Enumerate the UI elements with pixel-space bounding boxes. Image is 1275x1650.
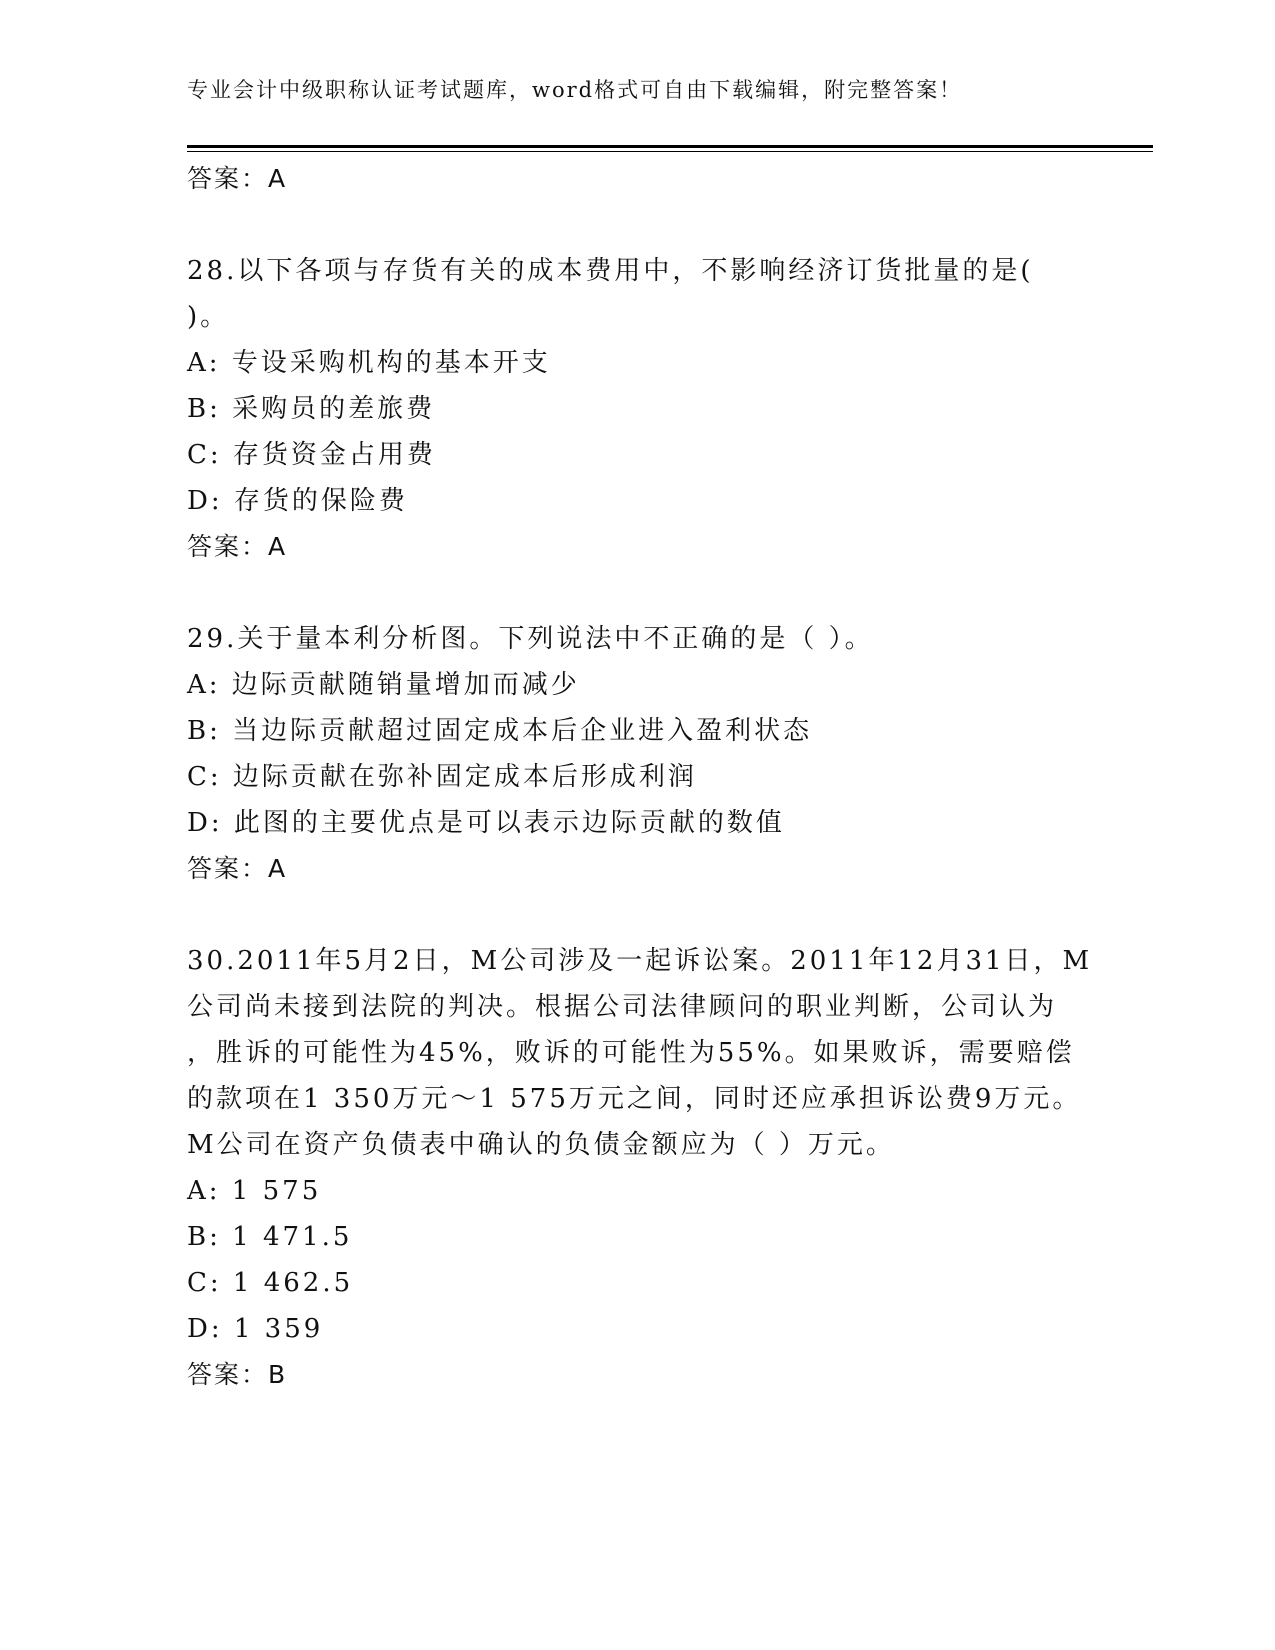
answer-line: 答案：A xyxy=(187,532,288,561)
header-rule-thin xyxy=(187,151,1153,152)
option-c: C: 边际贡献在弥补固定成本后形成利润 xyxy=(187,762,697,792)
question-stem-line: )。 xyxy=(187,302,230,332)
question-stem-line: 的款项在1 350万元～1 575万元之间，同时还应承担诉讼费9万元。 xyxy=(187,1084,1082,1114)
question-stem-line: 公司尚未接到法院的判决。根据公司法律顾问的职业判断，公司认为 xyxy=(187,992,1058,1022)
option-a: A: 1 575 xyxy=(187,1176,322,1206)
answer-line: 答案：B xyxy=(187,1360,288,1389)
option-c: C: 存货资金占用费 xyxy=(187,440,436,470)
option-b: B: 1 471.5 xyxy=(187,1222,353,1252)
option-d: D: 此图的主要优点是可以表示边际贡献的数值 xyxy=(187,808,785,838)
question-stem-line: M公司在资产负债表中确认的负债金额应为（ ）万元。 xyxy=(187,1130,895,1160)
question-29 xyxy=(187,616,1087,892)
option-c: C: 1 462.5 xyxy=(187,1268,354,1298)
option-d: D: 1 359 xyxy=(187,1314,324,1344)
previous-answer: 答案：A xyxy=(187,164,288,193)
option-b: B: 采购员的差旅费 xyxy=(187,394,436,424)
page-header: 专业会计中级职称认证考试题库，word格式可自由下载编辑，附完整答案！ xyxy=(187,78,963,102)
option-a: A: 边际贡献随销量增加而减少 xyxy=(187,670,580,700)
header-rule-thick xyxy=(187,145,1153,148)
document-body xyxy=(187,156,1093,1398)
question-stem-line: 28.以下各项与存货有关的成本费用中，不影响经济订货批量的是( xyxy=(187,256,1034,286)
option-d: D: 存货的保险费 xyxy=(187,486,408,516)
question-stem-line: 30.2011年5月2日，M公司涉及一起诉讼案。2011年12月31日，M xyxy=(187,946,1093,976)
question-stem-line: 29.关于量本利分析图。下列说法中不正确的是（ ）。 xyxy=(187,624,874,654)
question-28 xyxy=(187,248,1087,570)
option-b: B: 当边际贡献超过固定成本后企业进入盈利状态 xyxy=(187,716,813,746)
question-stem-line: ，胜诉的可能性为45%，败诉的可能性为55%。如果败诉，需要赔偿 xyxy=(187,1038,1075,1068)
answer-line: 答案：A xyxy=(187,854,288,883)
question-30 xyxy=(187,938,1093,1398)
option-a: A: 专设采购机构的基本开支 xyxy=(187,348,551,378)
